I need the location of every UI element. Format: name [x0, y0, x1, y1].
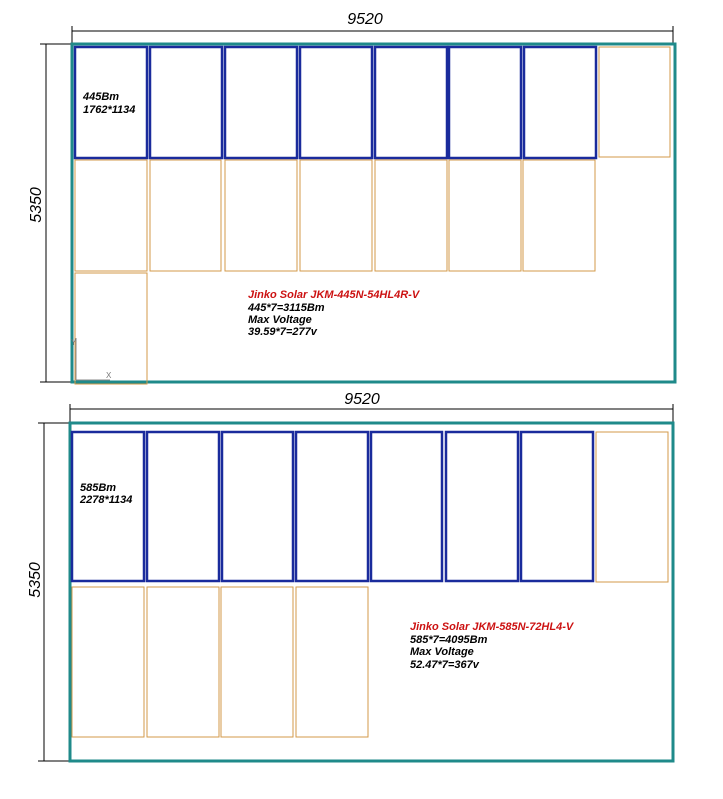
voltage-title-1: Max Voltage	[248, 314, 312, 326]
ucs-axis-icon	[76, 338, 110, 380]
panel-used	[446, 432, 518, 581]
voltage-title-2: Max Voltage	[410, 646, 474, 658]
model-label-2: Jinko Solar JKM-585N-72HL4-V	[410, 621, 574, 633]
voltage-calc-1: 39.59*7=277v	[248, 326, 317, 338]
panel-used	[524, 47, 596, 158]
axis-x-label: X	[106, 371, 112, 380]
panel-spare	[147, 587, 219, 737]
panel-used	[150, 47, 222, 158]
used-panels-2	[72, 432, 593, 581]
voltage-calc-2: 52.47*7=367v	[410, 659, 479, 671]
panel-spare	[300, 160, 372, 271]
panel-spare	[75, 160, 147, 271]
panel-used	[72, 432, 144, 581]
panel-spare	[221, 587, 293, 737]
panel-used	[521, 432, 593, 581]
roof-outline-1	[72, 44, 675, 382]
panel-used	[296, 432, 368, 581]
panel-used	[371, 432, 442, 581]
panel-spare	[296, 587, 368, 737]
panel-spare	[75, 273, 147, 384]
power-total-1: 445*7=3115Bm	[248, 302, 325, 314]
panel-used	[147, 432, 219, 581]
panel-size-label-1: 1762*1134	[83, 104, 136, 116]
panel-spare	[449, 160, 521, 271]
used-panels-1	[75, 47, 596, 158]
panel-power-label-1: 445Bm	[83, 91, 120, 103]
panel-used	[300, 47, 372, 158]
width-label-2: 9520	[344, 391, 380, 408]
panel-spare	[72, 587, 144, 737]
width-label-1: 9520	[347, 11, 383, 28]
panel-spare	[375, 160, 447, 271]
panel-spare	[225, 160, 297, 271]
panel-used	[225, 47, 297, 158]
model-label-1: Jinko Solar JKM-445N-54HL4R-V	[248, 289, 420, 301]
panel-power-label-2: 585Bm	[80, 482, 117, 494]
panel-size-label-2: 2278*1134	[80, 494, 133, 506]
width-dimension-1	[72, 26, 673, 44]
height-label-1: 5350	[28, 187, 45, 223]
layout-2	[27, 391, 673, 761]
panel-spare	[150, 160, 221, 271]
height-label-2: 5350	[27, 562, 44, 598]
panel-spare	[523, 160, 595, 271]
panel-used	[222, 432, 293, 581]
panel-spare	[599, 47, 670, 157]
panel-used	[449, 47, 521, 158]
axis-y-label: Y	[71, 338, 77, 347]
layout-1	[28, 11, 675, 384]
power-total-2: 585*7=4095Bm	[410, 634, 488, 646]
panel-spare	[596, 432, 668, 582]
panel-used	[375, 47, 447, 158]
